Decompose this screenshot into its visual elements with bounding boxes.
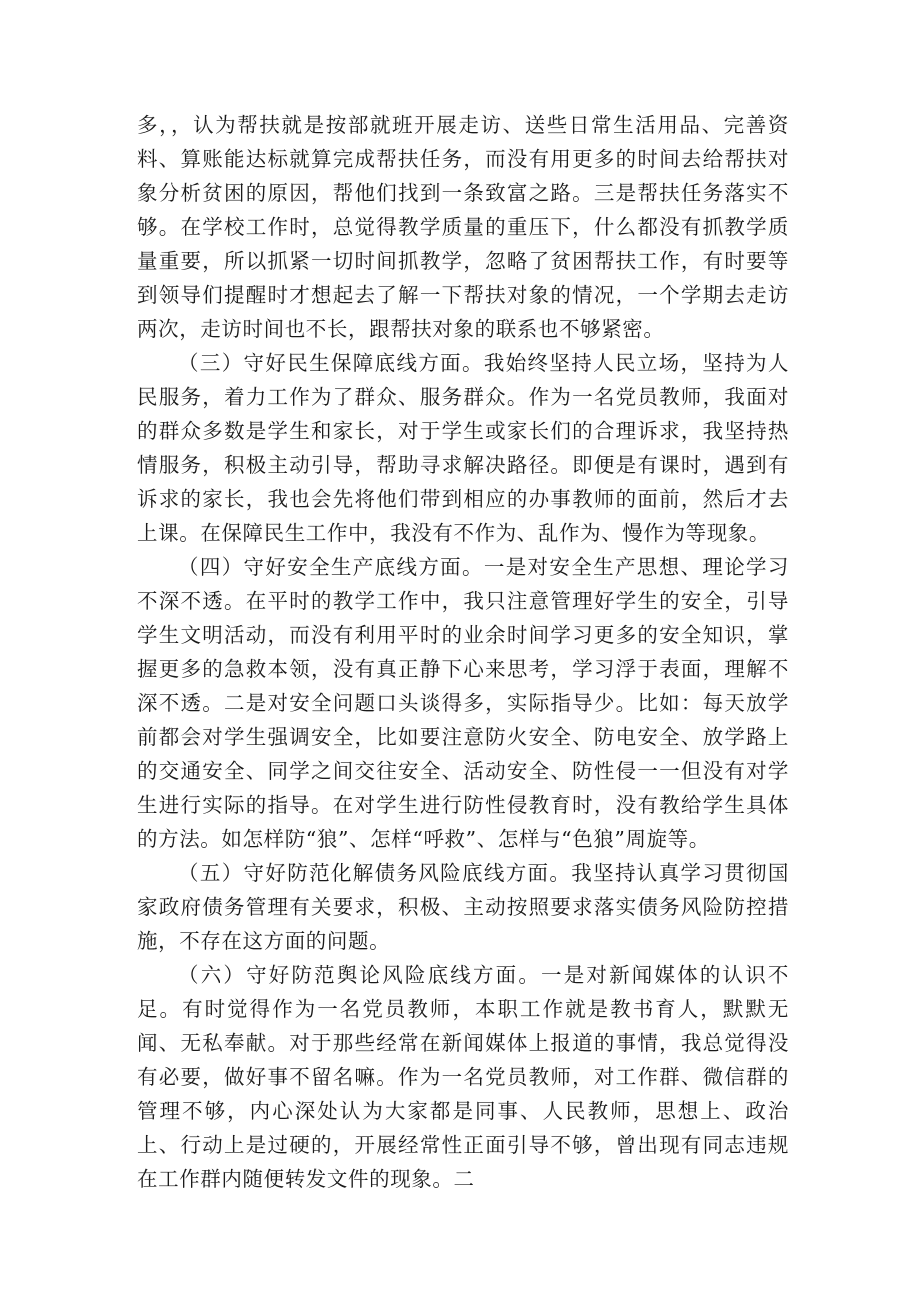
paragraph-safety-production: （四）守好安全生产底线方面。一是对安全生产思想、理论学习不深不透。在平时的教学工作中，我只注意管理好学生的安全，引导学生文明活动，而没有利用平时的业余时间学习更多的安全知识，掌握更多的急救本领，没有真正静下心来思考，学习浮于表面，理解不深不透。二是对安全问题口头谈得多，实际指导少。比如：每天放学前都会对学生强调安全，比如要注意防火安全、防电安全、放学路上的交通安全、同学之间交往安全、活动安全、防性侵一一但没有对学生进行实际的指导。在对学生进行防性侵教育时，没有教给学生具体的方法。如怎样防“狼”、怎样“呼救”、怎样与“色狼”周旋等。	[137, 555, 789, 851]
document-body	[137, 108, 789, 1196]
paragraph-debt-risk: （五）守好防范化解债务风险底线方面。我坚持认真学习贯彻国家政府债务管理有关要求，积极、主动按照要求落实债务风险防控措施，不存在这方面的问题。	[137, 861, 789, 953]
paragraph-livelihood-security: （三）守好民生保障底线方面。我始终坚持人民立场，坚持为人民服务，着力工作为了群众、服务群众。作为一名党员教师，我面对的群众多数是学生和家长，对于学生或家长们的合理诉求，我坚持热情服务，积极主动引导，帮助寻求解决路径。即便是有课时，遇到有诉求的家长，我也会先将他们带到相应的办事教师的面前，然后才去上课。在保障民生工作中，我没有不作为、乱作为、慢作为等现象。	[137, 351, 789, 545]
paragraph-continuation: 多，，认为帮扶就是按部就班开展走访、送些日常生活用品、完善资料、算账能达标就算完成帮扶任务，而没有用更多的时间去给帮扶对象分析贫困的原因，帮他们找到一条致富之路。三是帮扶任务落实不够。在学校工作时，总觉得教学质量的重压下，什么都没有抓教学质量重要，所以抓紧一切时间抓教学，忽略了贫困帮扶工作，有时要等到领导们提醒时才想起去了解一下帮扶对象的情况，一个学期去走访两次，走访时间也不长，跟帮扶对象的联系也不够紧密。	[137, 113, 789, 341]
paragraph-public-opinion-risk: （六）守好防范舆论风险底线方面。一是对新闻媒体的认识不足。有时觉得作为一名党员教师，本职工作就是教书育人，默默无闻、无私奉献。对于那些经常在新闻媒体上报道的事情，我总觉得没有必要，做好事不留名嘛。作为一名党员教师，对工作群、微信群的管理不够，内心深处认为大家都是同事、人民教师，思想上、政治上、行动上是过硬的，开展经常性正面引导不够，曾出现有同志违规在工作群内随便转发文件的现象。二	[137, 963, 789, 1191]
